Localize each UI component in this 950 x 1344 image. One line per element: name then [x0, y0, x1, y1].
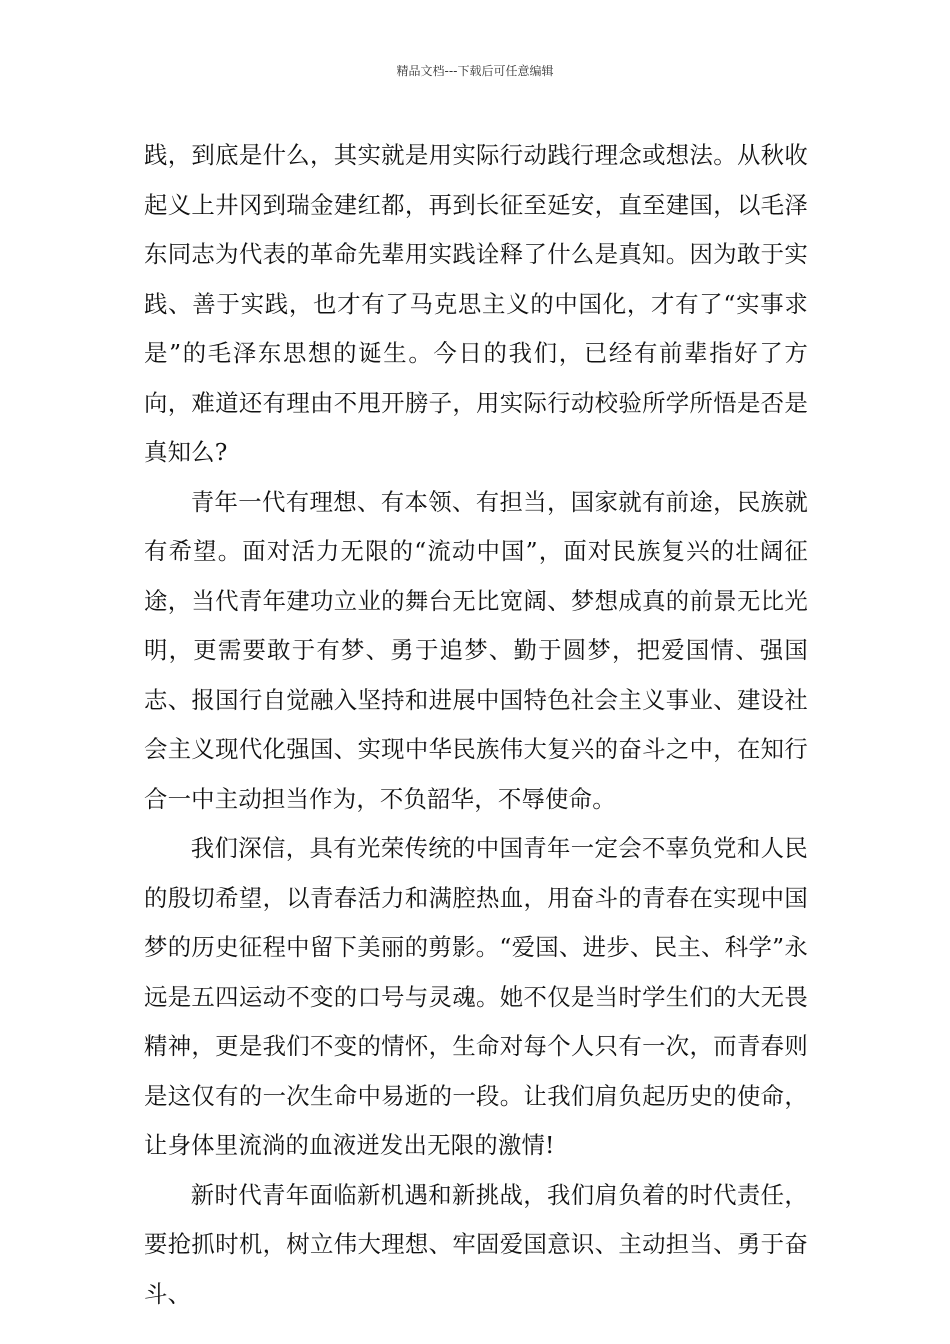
- paragraph-4: 新时代青年面临新机遇和新挑战，我们肩负着的时代责任，要抢抓时机，树立伟大理想、牢固爱国意识、主动担当、勇于奋斗、: [144, 1180, 808, 1308]
- paragraph-3: 我们深信，具有光荣传统的中国青年一定会不辜负党和人民的殷切希望，以青春活力和满腔热血，用奋斗的青春在实现中国梦的历史征程中留下美丽的剪影。“爱国、进步、民主、科学”永远是五四运动不变的口号与灵魂。她不仅是当时学生们的大无畏精神，更是我们不变的情怀，生命对每个人只有一次，而青春则是这仅有的一次生命中易逝的一段。让我们肩负起历史的使命，让身体里流淌的血液迸发出无限的激情!: [144, 834, 808, 1159]
- page-header: 精品文档---下载后可任意编辑: [396, 64, 554, 78]
- document-body: [144, 131, 808, 1319]
- paragraph-2: 青年一代有理想、有本领、有担当，国家就有前途，民族就有希望。面对活力无限的“流动中国”，面对民族复兴的壮阔征途，当代青年建功立业的舞台无比宽阔、梦想成真的前景无比光明，更需要敢于有梦、勇于追梦、勤于圆梦，把爱国情、强国志、报国行自觉融入坚持和进展中国特色社会主义事业、建设社会主义现代化强国、实现中华民族伟大复兴的奋斗之中，在知行合一中主动担当作为，不负韶华，不辱使命。: [144, 487, 808, 813]
- paragraph-1: 践，到底是什么，其实就是用实际行动践行理念或想法。从秋收起义上井冈到瑞金建红都，再到长征至延安，直至建国，以毛泽东同志为代表的革命先辈用实践诠释了什么是真知。因为敢于实践、善于实践，也才有了马克思主义的中国化，才有了“实事求是”的毛泽东思想的诞生。今日的我们，已经有前辈指好了方向，难道还有理由不甩开膀子，用实际行动校验所学所悟是否是真知么?: [144, 141, 808, 466]
